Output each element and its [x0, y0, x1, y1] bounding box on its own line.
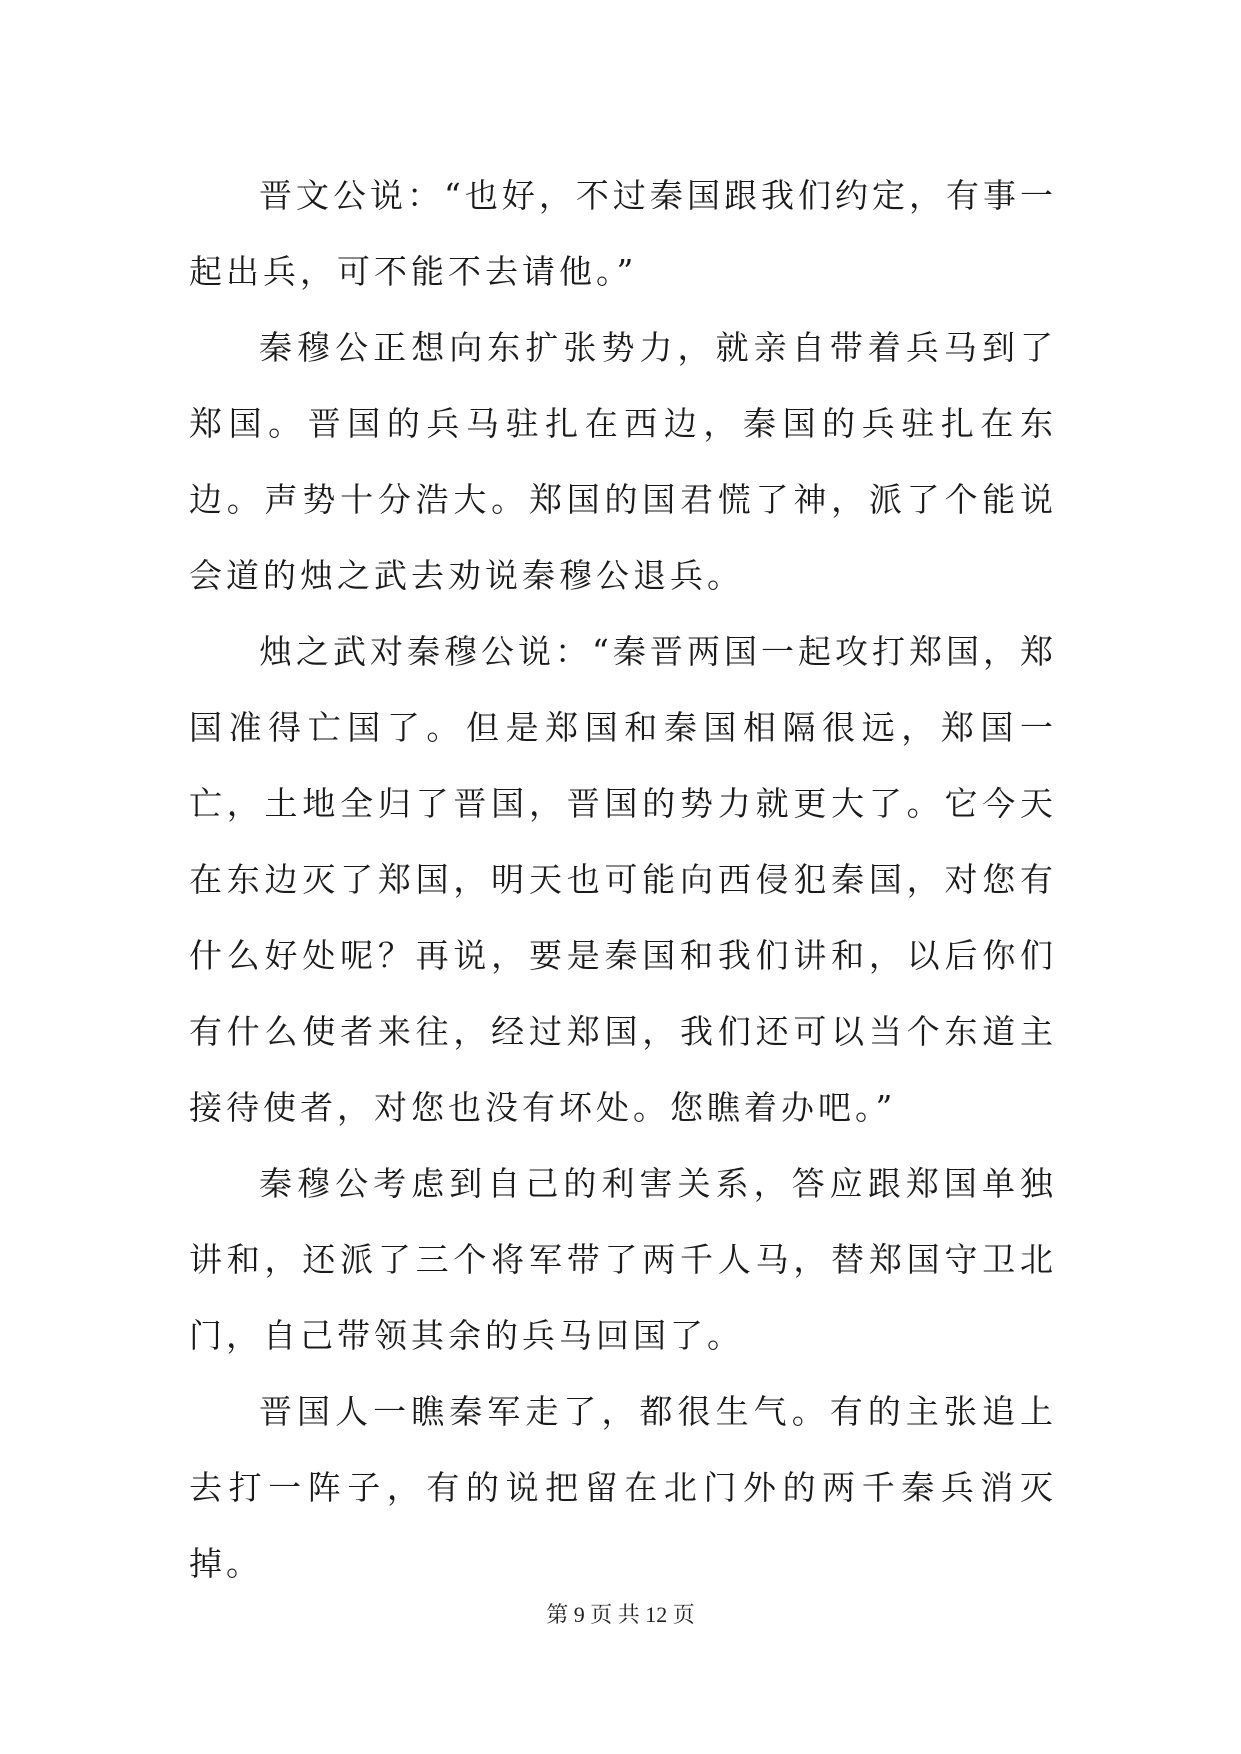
paragraph-1: 晋文公说：“也好，不过秦国跟我们约定，有事一起出兵，可不能不去请他。”	[189, 176, 1057, 291]
paragraph-3: 烛之武对秦穆公说：“秦晋两国一起攻打郑国，郑国准得亡国了。但是郑国和秦国相隔很远，郑国一亡，土地全归了晋国，晋国的势力就更大了。它今天在东边灭了郑国，明天也可能向西侵犯秦国，对您有什么好处呢？再说，要是秦国和我们讲和，以后你们有什么使者来往，经过郑国，我们还可以当个东道主接待使者，对您也没有坏处。您瞧着办吧。”	[189, 632, 1057, 1127]
paragraph-5: 晋国人一瞧秦军走了，都很生气。有的主张追上去打一阵子，有的说把留在北门外的两千秦兵消灭掉。	[189, 1392, 1057, 1583]
paragraph-2: 秦穆公正想向东扩张势力，就亲自带着兵马到了郑国。晋国的兵马驻扎在西边，秦国的兵驻扎在东边。声势十分浩大。郑国的国君慌了神，派了个能说会道的烛之武去劝说秦穆公退兵。	[189, 328, 1057, 595]
page-number-footer: 第 9 页 共 12 页	[546, 1602, 695, 1627]
paragraph-4: 秦穆公考虑到自己的利害关系，答应跟郑国单独讲和，还派了三个将军带了两千人马，替郑国守卫北门，自己带领其余的兵马回国了。	[189, 1164, 1057, 1355]
document-body	[189, 158, 1057, 1602]
